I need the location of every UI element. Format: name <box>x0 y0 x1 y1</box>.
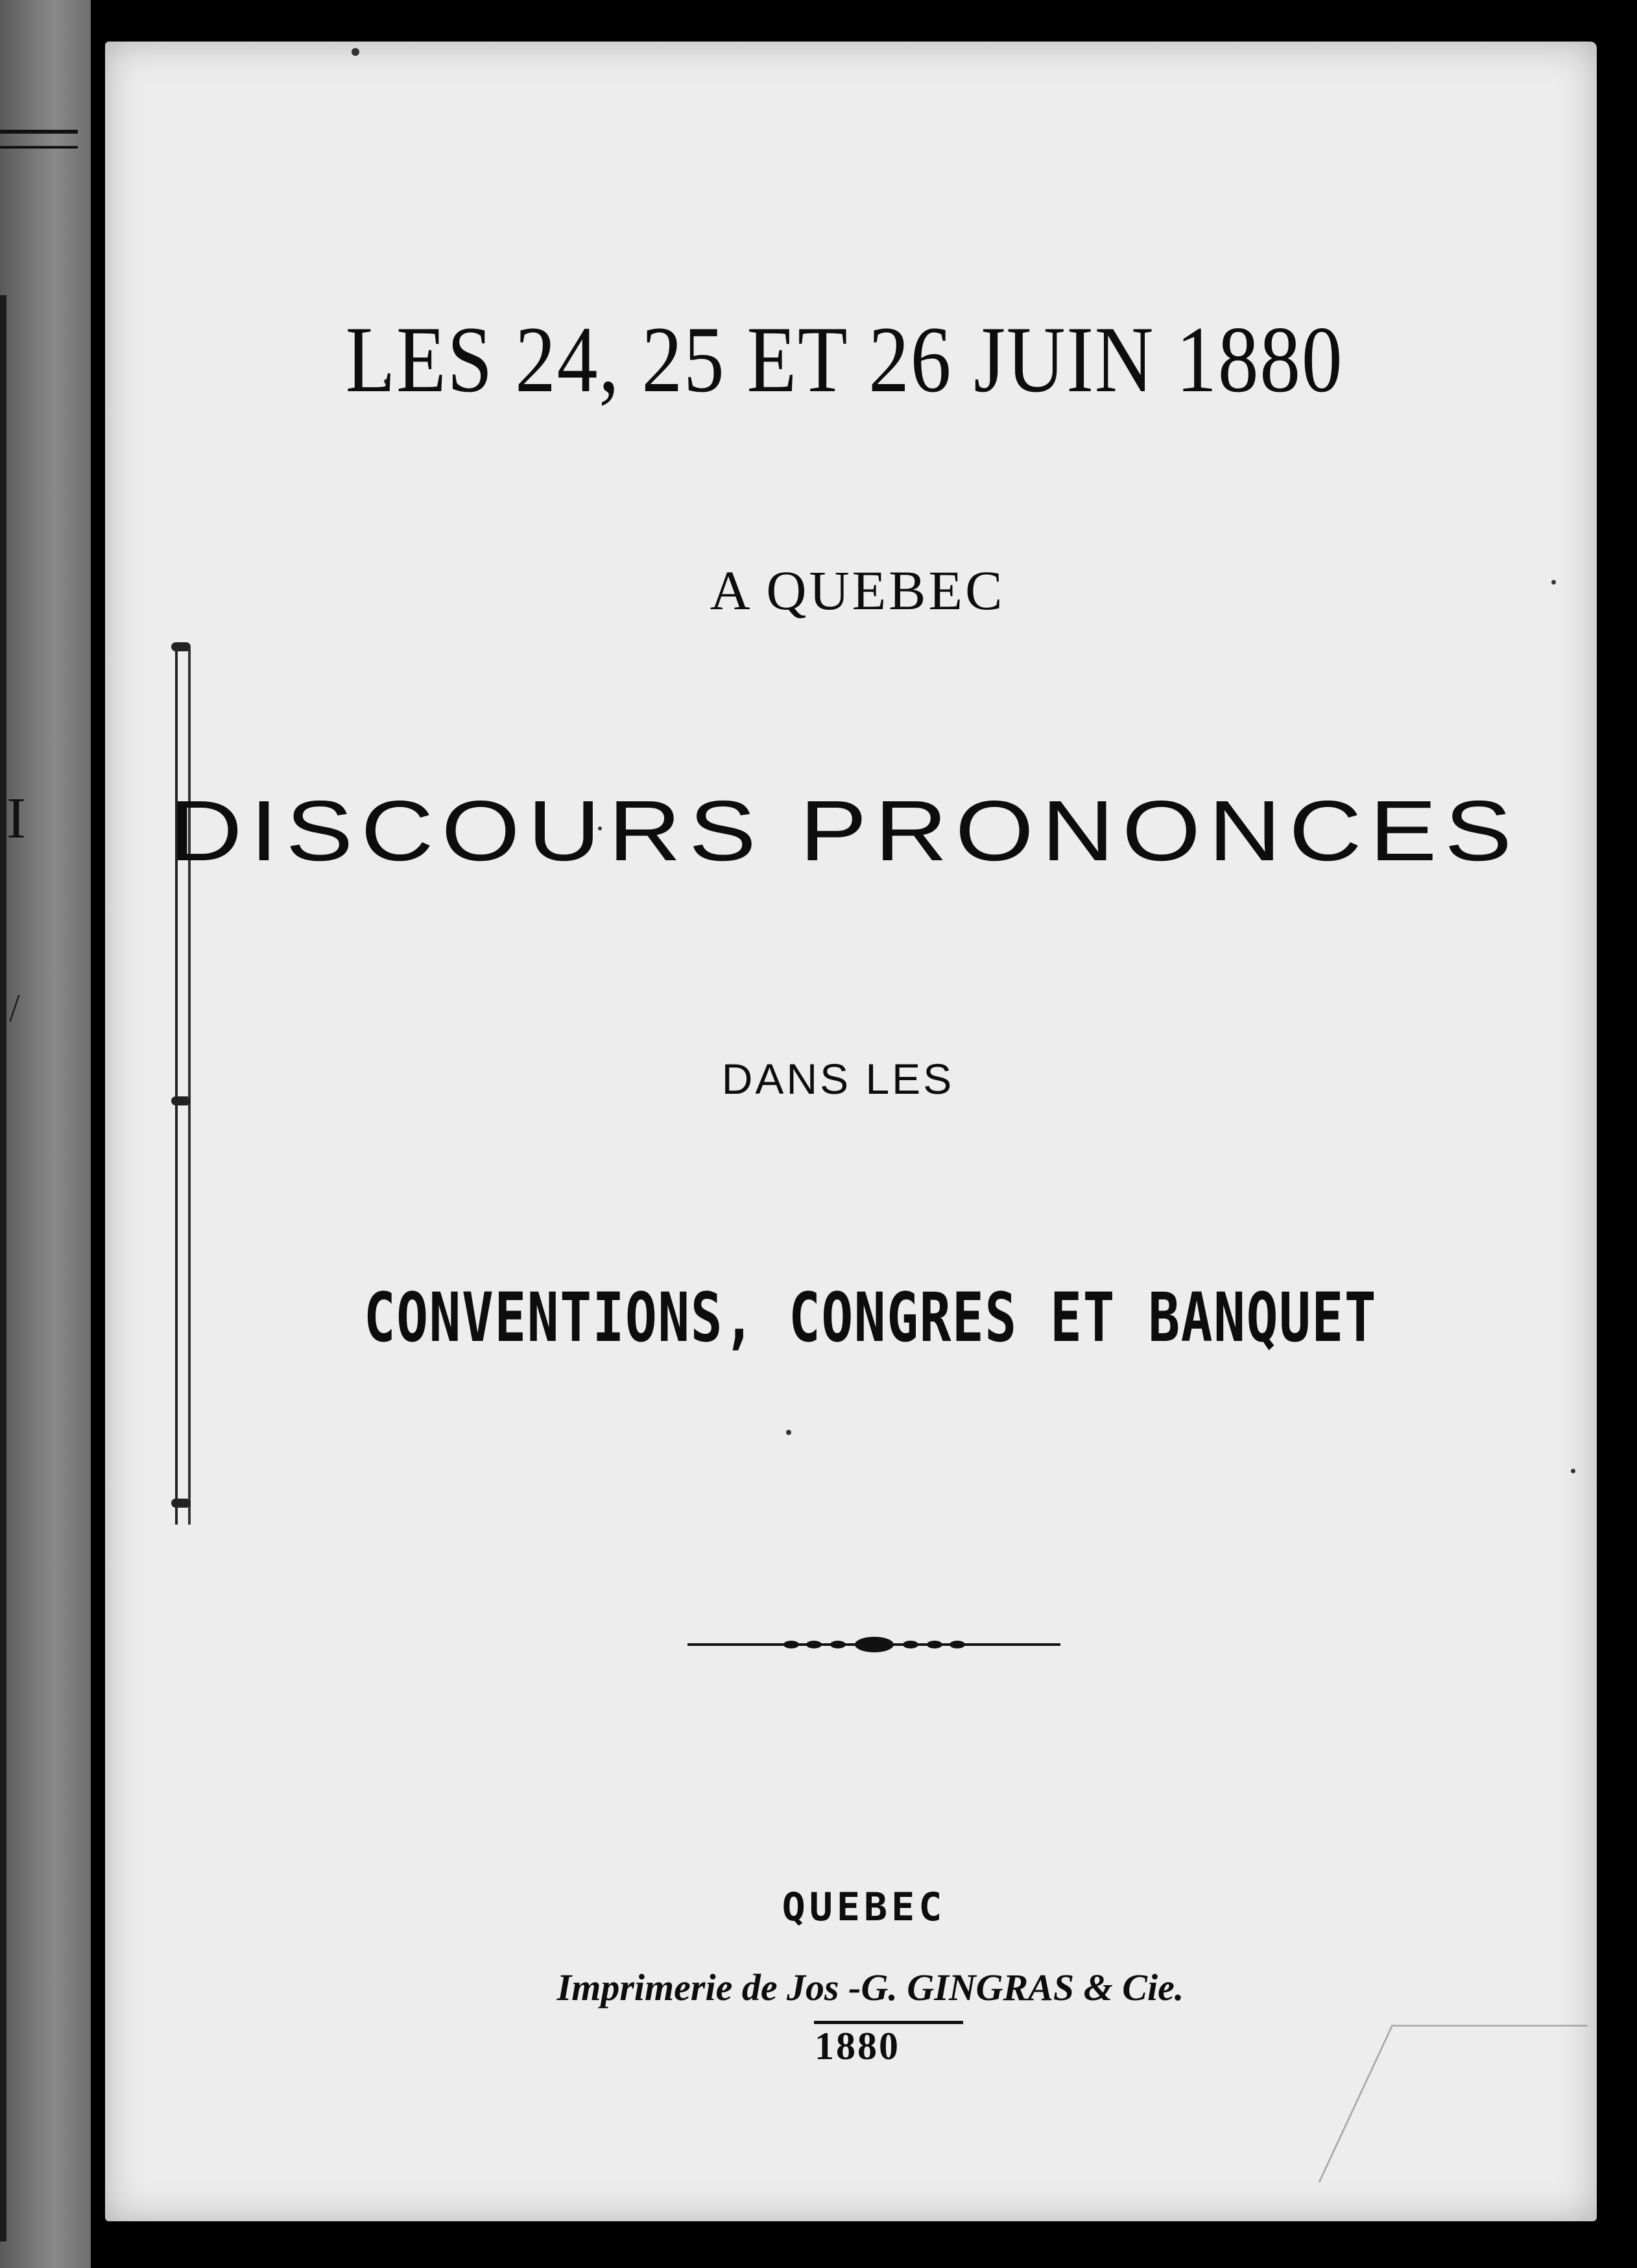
adjacent-page-rule <box>0 146 78 149</box>
adjacent-page-rule <box>0 130 78 134</box>
event-subject: CONVENTIONS, CONGRES ET BANQUET <box>363 1278 1378 1357</box>
event-location: A QUEBEC <box>710 559 1005 621</box>
title-connector: DANS LES <box>721 1055 955 1103</box>
imprint-city: QUEBEC <box>782 1885 946 1930</box>
ornamental-rule <box>687 1632 1060 1658</box>
adjacent-page-fragment: / <box>9 987 20 1030</box>
event-dates: LES 24, 25 ET 26 JUIN 1880 <box>345 307 1344 412</box>
adjacent-page-spine <box>0 295 6 2241</box>
imprint-printer: Imprimerie de Jos -G. GINGRAS & Cie. <box>556 1966 1184 2009</box>
adjacent-page-fragment: I <box>6 786 26 850</box>
binding-knot <box>171 1499 191 1508</box>
imprint-year: 1880 <box>815 2025 900 2068</box>
binding-knot <box>171 642 191 651</box>
document-title: DISCOURS PRONONCES <box>169 783 1520 878</box>
